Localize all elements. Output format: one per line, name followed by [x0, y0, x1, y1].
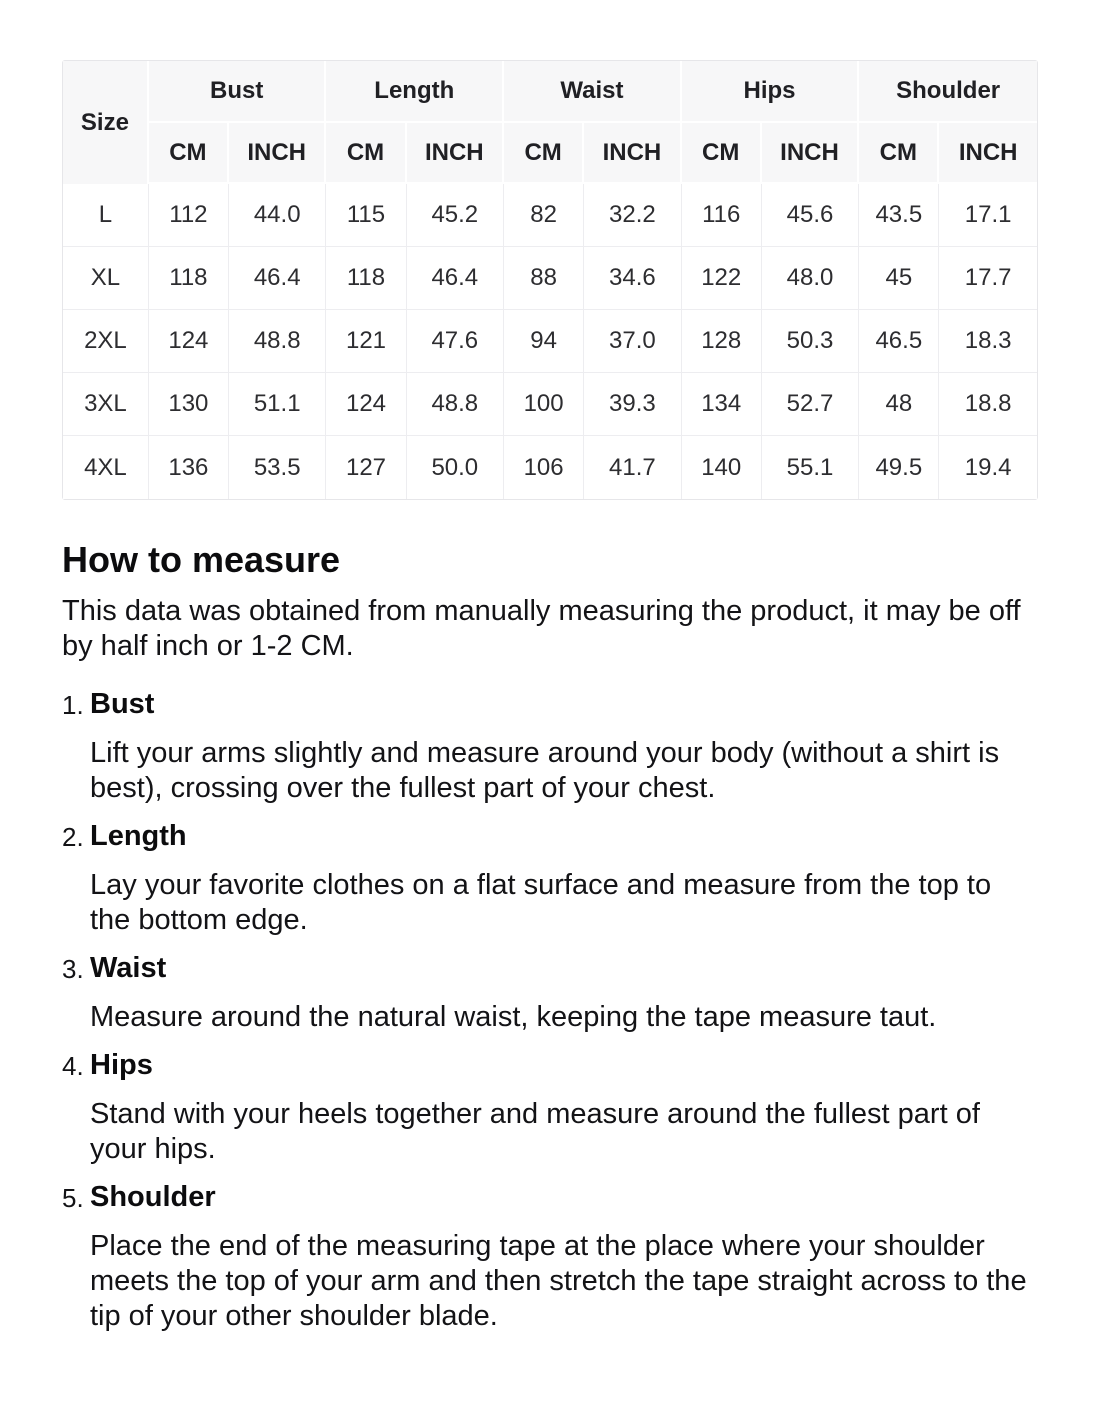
measurement-cell: 115: [326, 184, 406, 247]
measure-item-bust: [62, 684, 1038, 806]
measurement-cell: 121: [326, 310, 406, 373]
item-number: 2.: [62, 822, 84, 852]
measurement-cell: 46.4: [229, 247, 327, 310]
measurement-cell: 118: [326, 247, 406, 310]
measurement-cell: 45: [859, 247, 939, 310]
measurement-cell: 32.2: [584, 184, 682, 247]
measurement-cell: 136: [149, 436, 229, 499]
item-term: Length: [90, 820, 187, 852]
item-number: 3.: [62, 954, 84, 984]
group-header-row: [63, 61, 1037, 123]
measurement-cell: 48: [859, 373, 939, 436]
measurement-cell: 50.3: [762, 310, 860, 373]
section-intro: This data was obtained from manually measuring the product, it may be off by half inch or 1-2 CM.: [62, 595, 1021, 662]
measurement-cell: 48.8: [407, 373, 505, 436]
item-description: Place the end of the measuring tape at the place where your shoulder meets the top of your arm and then stretch the tape straight across to the tip of your other shoulder blade.: [90, 1230, 1027, 1332]
measurement-cell: 45.6: [762, 184, 860, 247]
table-row: [63, 247, 1037, 310]
measurement-cell: 51.1: [229, 373, 327, 436]
measurement-cell: 34.6: [584, 247, 682, 310]
item-description: Measure around the natural waist, keeping the tape measure taut.: [90, 1001, 937, 1033]
section-title: How to measure: [62, 539, 341, 580]
unit-header-cm: CM: [504, 123, 584, 184]
measurement-cell: 17.7: [939, 247, 1037, 310]
unit-header-cm: CM: [149, 123, 229, 184]
measure-list: [62, 684, 1038, 1334]
size-cell: 2XL: [63, 310, 149, 373]
item-term: Waist: [90, 952, 167, 984]
measurement-cell: 45.2: [407, 184, 505, 247]
size-cell: XL: [63, 247, 149, 310]
item-term: Shoulder: [90, 1181, 216, 1213]
unit-header-row: [63, 123, 1037, 184]
size-cell: 3XL: [63, 373, 149, 436]
measurement-cell: 88: [504, 247, 584, 310]
measurement-cell: 48.0: [762, 247, 860, 310]
measurement-cell: 48.8: [229, 310, 327, 373]
measure-item-shoulder: [62, 1177, 1038, 1334]
column-header-hips: Hips: [682, 61, 860, 123]
measurement-cell: 140: [682, 436, 762, 499]
measure-item-waist: [62, 948, 1038, 1035]
item-number: 5.: [62, 1183, 84, 1213]
unit-header-inch: INCH: [939, 123, 1037, 184]
measurement-cell: 50.0: [407, 436, 505, 499]
measurement-cell: 134: [682, 373, 762, 436]
measurement-cell: 128: [682, 310, 762, 373]
measurement-cell: 17.1: [939, 184, 1037, 247]
unit-header-inch: INCH: [762, 123, 860, 184]
size-cell: 4XL: [63, 436, 149, 499]
item-term: Hips: [90, 1049, 153, 1081]
item-number: 1.: [62, 690, 84, 720]
size-chart-header: [63, 61, 1037, 184]
measurement-cell: 124: [326, 373, 406, 436]
unit-header-inch: INCH: [407, 123, 505, 184]
measurement-cell: 94: [504, 310, 584, 373]
measurement-cell: 124: [149, 310, 229, 373]
measurement-cell: 46.5: [859, 310, 939, 373]
measure-item-hips: [62, 1045, 1038, 1167]
how-to-measure-section: [62, 538, 1038, 1334]
table-row: [63, 310, 1037, 373]
measurement-cell: 100: [504, 373, 584, 436]
size-cell: L: [63, 184, 149, 247]
measurement-cell: 118: [149, 247, 229, 310]
measurement-cell: 43.5: [859, 184, 939, 247]
item-term: Bust: [90, 688, 155, 720]
measurement-cell: 55.1: [762, 436, 860, 499]
unit-header-inch: INCH: [584, 123, 682, 184]
unit-header-cm: CM: [682, 123, 762, 184]
column-header-waist: Waist: [504, 61, 682, 123]
item-number: 4.: [62, 1051, 84, 1081]
table-row: [63, 184, 1037, 247]
item-description: Lift your arms slightly and measure around your body (without a shirt is best), crossing over the fullest part of your chest.: [90, 737, 1000, 804]
unit-header-inch: INCH: [229, 123, 327, 184]
measurement-cell: 130: [149, 373, 229, 436]
measurement-cell: 106: [504, 436, 584, 499]
measurement-cell: 41.7: [584, 436, 682, 499]
column-header-length: Length: [326, 61, 504, 123]
measurement-cell: 37.0: [584, 310, 682, 373]
measurement-cell: 116: [682, 184, 762, 247]
column-header-bust: Bust: [149, 61, 327, 123]
measurement-cell: 122: [682, 247, 762, 310]
measurement-cell: 52.7: [762, 373, 860, 436]
measurement-cell: 39.3: [584, 373, 682, 436]
table-row: [63, 373, 1037, 436]
measurement-cell: 112: [149, 184, 229, 247]
measurement-cell: 49.5: [859, 436, 939, 499]
table-row: [63, 436, 1037, 499]
measurement-cell: 44.0: [229, 184, 327, 247]
size-chart-body: [63, 184, 1037, 499]
measurement-cell: 46.4: [407, 247, 505, 310]
unit-header-cm: CM: [326, 123, 406, 184]
item-description: Lay your favorite clothes on a flat surface and measure from the top to the bottom edge.: [90, 869, 992, 936]
measurement-cell: 18.8: [939, 373, 1037, 436]
column-header-shoulder: Shoulder: [859, 61, 1037, 123]
measure-item-length: [62, 816, 1038, 938]
measurement-cell: 82: [504, 184, 584, 247]
measurement-cell: 18.3: [939, 310, 1037, 373]
size-chart-table: [62, 60, 1038, 500]
item-description: Stand with your heels together and measure around the fullest part of your hips.: [90, 1098, 980, 1165]
measurement-cell: 47.6: [407, 310, 505, 373]
unit-header-cm: CM: [859, 123, 939, 184]
measurement-cell: 53.5: [229, 436, 327, 499]
measurement-cell: 19.4: [939, 436, 1037, 499]
measurement-cell: 127: [326, 436, 406, 499]
column-header-size: Size: [63, 61, 149, 184]
